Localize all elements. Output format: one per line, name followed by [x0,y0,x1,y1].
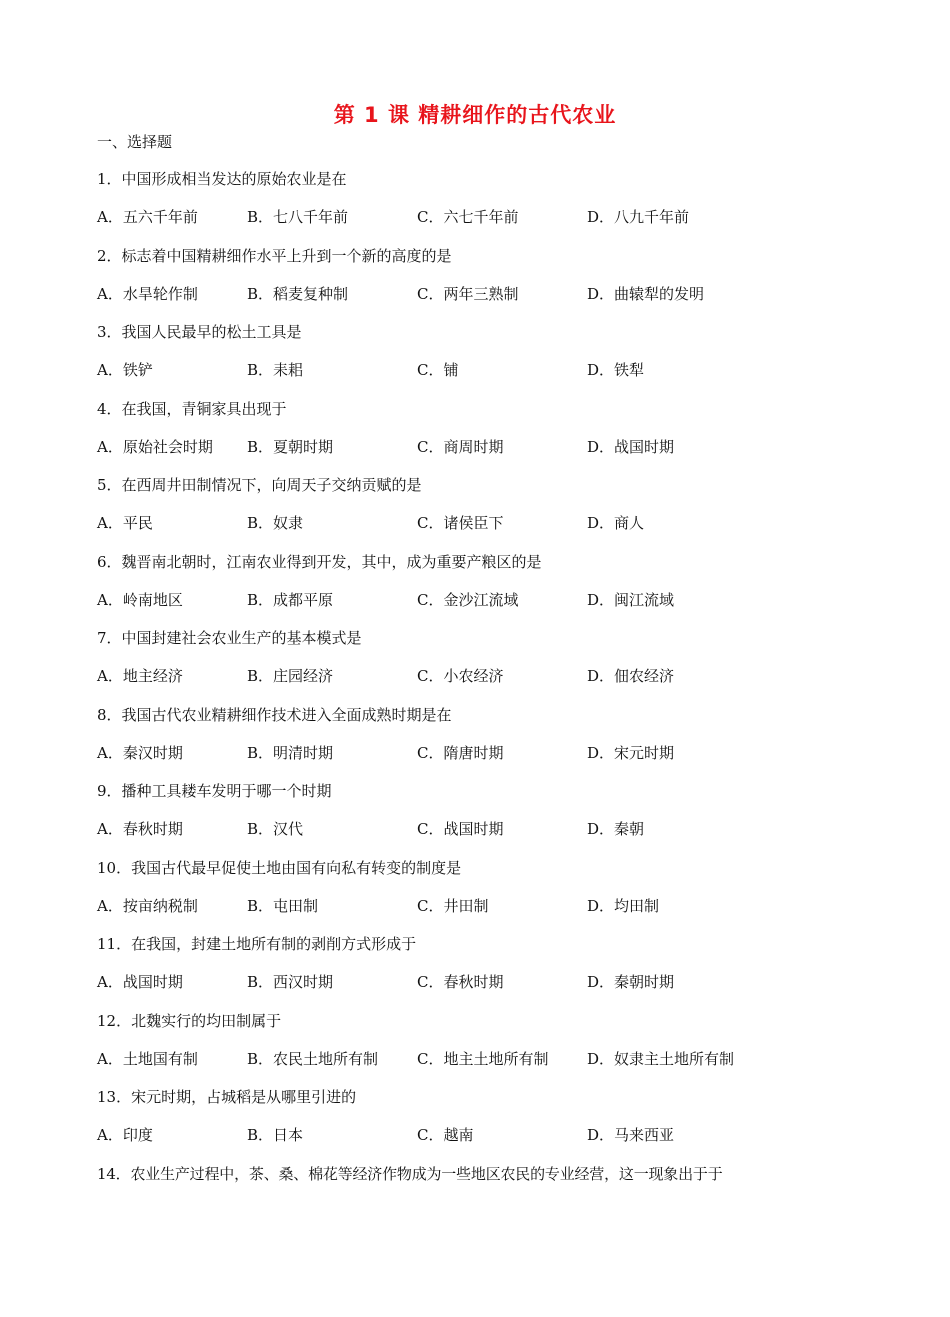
options-row [97,205,857,244]
options-row [97,817,857,856]
option-c: C．越南 [417,1126,474,1144]
question-item [97,703,857,780]
question-stem: 2．标志着中国精耕细作水平上升到一个新的高度的是 [97,246,452,265]
question-stem: 8．我国古代农业精耕细作技术进入全面成熟时期是在 [97,705,452,724]
options-row [97,1047,857,1086]
question-stem: 1．中国形成相当发达的原始农业是在 [97,170,347,188]
question-item [97,320,857,397]
option-d: D．秦朝 [587,820,645,838]
question-stem: 7．中国封建社会农业生产的基本模式是 [97,629,362,647]
question-stem: 10．我国古代最早促使土地由国有向私有转变的制度是 [97,858,462,877]
option-a: A．原始社会时期 [97,437,213,456]
option-d: D．秦朝时期 [587,973,675,991]
option-b: B．稻麦复种制 [247,284,349,303]
question-item [97,1162,857,1239]
options-row [97,358,857,397]
question-list [97,167,857,1238]
option-b: B．庄园经济 [247,667,334,685]
option-d: D．均田制 [587,896,660,915]
options-row [97,970,857,1009]
question-item [97,626,857,703]
option-b: B．农民土地所有制 [247,1049,379,1068]
option-b: B．西汉时期 [247,973,334,991]
page-title: 第 1 课 精耕细作的古代农业 [333,103,617,127]
option-c: C．小农经济 [417,667,504,685]
option-d: D．宋元时期 [587,743,675,762]
question-item [97,473,857,550]
options-row [97,741,857,780]
option-b: B．日本 [247,1126,304,1144]
options-row [97,1123,857,1162]
option-a: A．铁铲 [97,361,153,379]
options-row [97,435,857,474]
question-item [97,779,857,856]
question-stem: 14．农业生产过程中，茶、桑、棉花等经济作物成为一些地区农民的专业经营，这一现象出于于 [97,1164,723,1183]
options-row [97,588,857,627]
question-item [97,856,857,933]
question-stem: 5．在西周井田制情况下，向周天子交纳贡赋的是 [97,476,422,494]
option-c: C．金沙江流域 [417,590,519,609]
option-a: A．五六千年前 [97,208,198,226]
option-b: B．七八千年前 [247,208,349,226]
option-b: B．夏朝时期 [247,437,334,456]
question-stem: 11．在我国，封建土地所有制的剥削方式形成于 [97,935,417,953]
option-d: D．八九千年前 [587,208,690,226]
option-d: D．战国时期 [587,437,675,456]
option-b: B．耒耜 [247,361,304,379]
option-c: C．井田制 [417,896,489,915]
option-d: D．铁犁 [587,361,645,379]
option-d: D．佃农经济 [587,667,675,685]
option-c: C．战国时期 [417,820,504,838]
question-item [97,167,857,244]
options-row [97,894,857,933]
option-a: A．地主经济 [97,667,183,685]
question-item [97,244,857,321]
option-a: A．平民 [97,514,153,532]
option-b: B．奴隶 [247,514,304,532]
option-d: D．奴隶主土地所有制 [587,1049,735,1068]
question-stem: 3．我国人民最早的松土工具是 [97,323,302,341]
question-stem: 12．北魏实行的均田制属于 [97,1011,282,1030]
option-a: A．土地国有制 [97,1049,198,1068]
option-d: D．马来西亚 [587,1126,675,1144]
question-item [97,1009,857,1086]
option-c: C．诸侯臣下 [417,514,504,532]
option-a: A．秦汉时期 [97,743,183,762]
question-stem: 13．宋元时期，占城稻是从哪里引进的 [97,1088,357,1106]
option-d: D．商人 [587,514,645,532]
option-d: D．曲辕犁的发明 [587,284,705,303]
option-a: A．印度 [97,1126,153,1144]
option-a: A．战国时期 [97,973,183,991]
option-c: C．春秋时期 [417,973,504,991]
option-c: C．地主土地所有制 [417,1049,549,1068]
option-b: B．屯田制 [247,896,319,915]
options-row [97,511,857,550]
option-b: B．明清时期 [247,743,334,762]
option-c: C．商周时期 [417,437,504,456]
question-item [97,550,857,627]
option-c: C．隋唐时期 [417,743,504,762]
option-a: A．春秋时期 [97,820,183,838]
section-label: 一、选择题 [97,133,173,151]
question-item [97,932,857,1009]
option-a: A．水旱轮作制 [97,284,198,303]
question-stem: 9．播种工具耧车发明于哪一个时期 [97,782,332,800]
option-d: D．闽江流域 [587,590,675,609]
option-c: C．铺 [417,361,459,379]
options-row [97,282,857,321]
option-c: C．六七千年前 [417,208,519,226]
question-item [97,1085,857,1162]
option-c: C．两年三熟制 [417,284,519,303]
option-b: B．汉代 [247,820,304,838]
question-item [97,397,857,474]
question-stem: 6．魏晋南北朝时，江南农业得到开发，其中，成为重要产粮区的是 [97,552,542,571]
option-a: A．岭南地区 [97,590,183,609]
option-b: B．成都平原 [247,590,334,609]
option-a: A．按亩纳税制 [97,896,198,915]
options-row [97,664,857,703]
question-stem: 4．在我国，青铜家具出现于 [97,399,287,418]
